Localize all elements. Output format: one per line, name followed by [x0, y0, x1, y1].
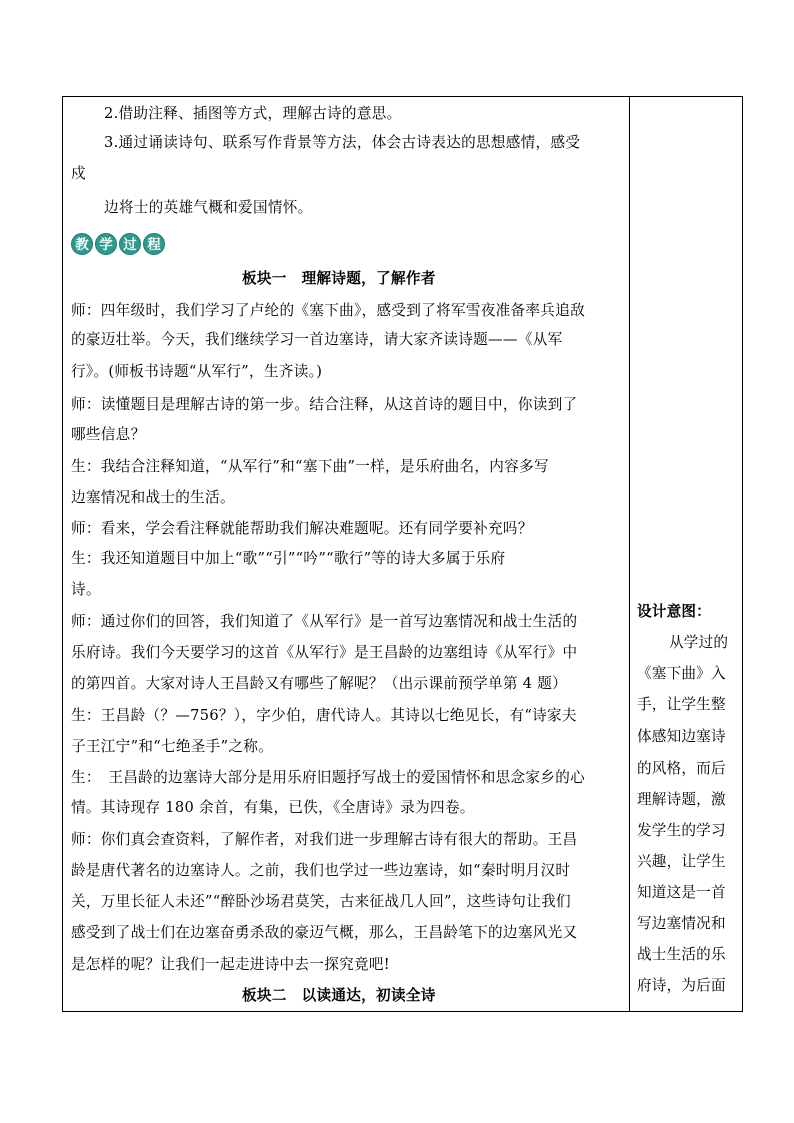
block-title: 板块二 以读通达，初读全诗 — [242, 987, 436, 1004]
badge-char: 程 — [143, 233, 165, 255]
body-line: 的豪迈壮举。今天，我们继续学习一首边塞诗，请大家齐读诗题——《从军 — [71, 331, 563, 348]
design-intent-line: 手，让学生整 — [637, 696, 726, 713]
objective-line: 2.借助注释、插图等方式，理解古诗的意思。 — [104, 105, 402, 122]
design-intent-line: 的风格，而后 — [637, 760, 726, 777]
body-line: 师：看来，学会看注释就能帮助我们解决难题呢。还有同学要补充吗？ — [71, 520, 533, 537]
objective-line: 3.通过诵读诗句、联系写作背景等方法，体会古诗表达的思想感情，感受 — [104, 134, 581, 151]
badge-char: 学 — [95, 233, 117, 255]
design-intent-line: 知道这是一首 — [637, 884, 726, 901]
badge-char: 教 — [71, 233, 93, 255]
objective-line: 戍 — [71, 165, 86, 182]
badge-char: 过 — [119, 233, 141, 255]
body-line: 生：我结合注释知道，“从军行”和“塞下曲”一样，是乐府曲名，内容多写 — [71, 458, 549, 475]
body-line: 诗。 — [71, 581, 101, 598]
body-line: 师：你们真会查资料，了解作者，对我们进一步理解古诗有很大的帮助。王昌 — [71, 831, 578, 848]
body-line: 生： 王昌龄的边塞诗大部分是用乐府旧题抒写战士的爱国情怀和思念家乡的心 — [71, 769, 585, 786]
body-line: 关，万里长征人未还”“醉卧沙场君莫笑，古来征战几人回”，这些诗句让我们 — [71, 893, 571, 910]
design-intent-line: 理解诗题，激 — [637, 791, 726, 808]
design-intent-line: 兴趣，让学生 — [637, 853, 726, 870]
design-intent-line: 从学过的 — [669, 634, 729, 651]
body-line: 边塞情况和战士的生活。 — [71, 489, 235, 506]
column-divider — [629, 96, 630, 1012]
body-line: 子王江宁”和“七绝圣手”之称。 — [71, 738, 274, 755]
body-line: 情。其诗现存 180 余首，有集，已佚，《全唐诗》录为四卷。 — [71, 799, 475, 816]
body-line: 的第四首。大家对诗人王昌龄又有哪些了解呢？（出示课前预学单第 4 题） — [71, 675, 568, 692]
body-line: 师：通过你们的回答，我们知道了《从军行》是一首写边塞情况和战士生活的 — [71, 613, 578, 630]
body-line: 感受到了战士们在边塞奋勇杀敌的豪迈气概，那么，王昌龄笔下的边塞风光又 — [71, 924, 578, 941]
body-line: 龄是唐代著名的边塞诗人。之前，我们也学过一些边塞诗，如“秦时明月汉时 — [71, 862, 571, 879]
body-line: 师：读懂题目是理解古诗的第一步。结合注释，从这首诗的题目中，你读到了 — [71, 396, 578, 413]
body-line: 生：王昌龄（？—756？），字少伯，唐代诗人。其诗以七绝见长，有“诗家夫 — [71, 707, 577, 724]
teaching-process-badge — [71, 233, 167, 257]
block-title: 板块一 理解诗题，了解作者 — [242, 270, 436, 287]
body-line: 哪些信息？ — [71, 426, 146, 443]
design-intent-line: 写边塞情况和 — [637, 915, 726, 932]
body-line: 是怎样的呢？让我们一起走进诗中去一探究竟吧! — [71, 956, 390, 973]
design-intent-line: 发学生的学习 — [637, 822, 726, 839]
design-intent-line: 体感知边塞诗 — [637, 728, 726, 745]
body-line: 乐府诗。我们今天要学习的这首《从军行》是王昌龄的边塞组诗《从军行》中 — [71, 644, 578, 661]
design-intent-line: 战士生活的乐 — [637, 946, 726, 963]
design-intent-line: 《塞下曲》入 — [637, 665, 726, 682]
objective-line: 边将士的英雄气概和爱国情怀。 — [104, 199, 313, 216]
design-intent-title: 设计意图： — [637, 603, 711, 620]
body-line: 生：我还知道题目中加上“歌”“引”“吟”“歌行”等的诗大多属于乐府 — [71, 550, 506, 567]
design-intent-line: 府诗，为后面 — [637, 977, 726, 994]
body-line: 师：四年级时，我们学习了卢纶的《塞下曲》，感受到了将军雪夜准备率兵追敌 — [71, 302, 585, 319]
body-line: 行》。(师板书诗题“从军行”，生齐读。) — [71, 363, 323, 380]
